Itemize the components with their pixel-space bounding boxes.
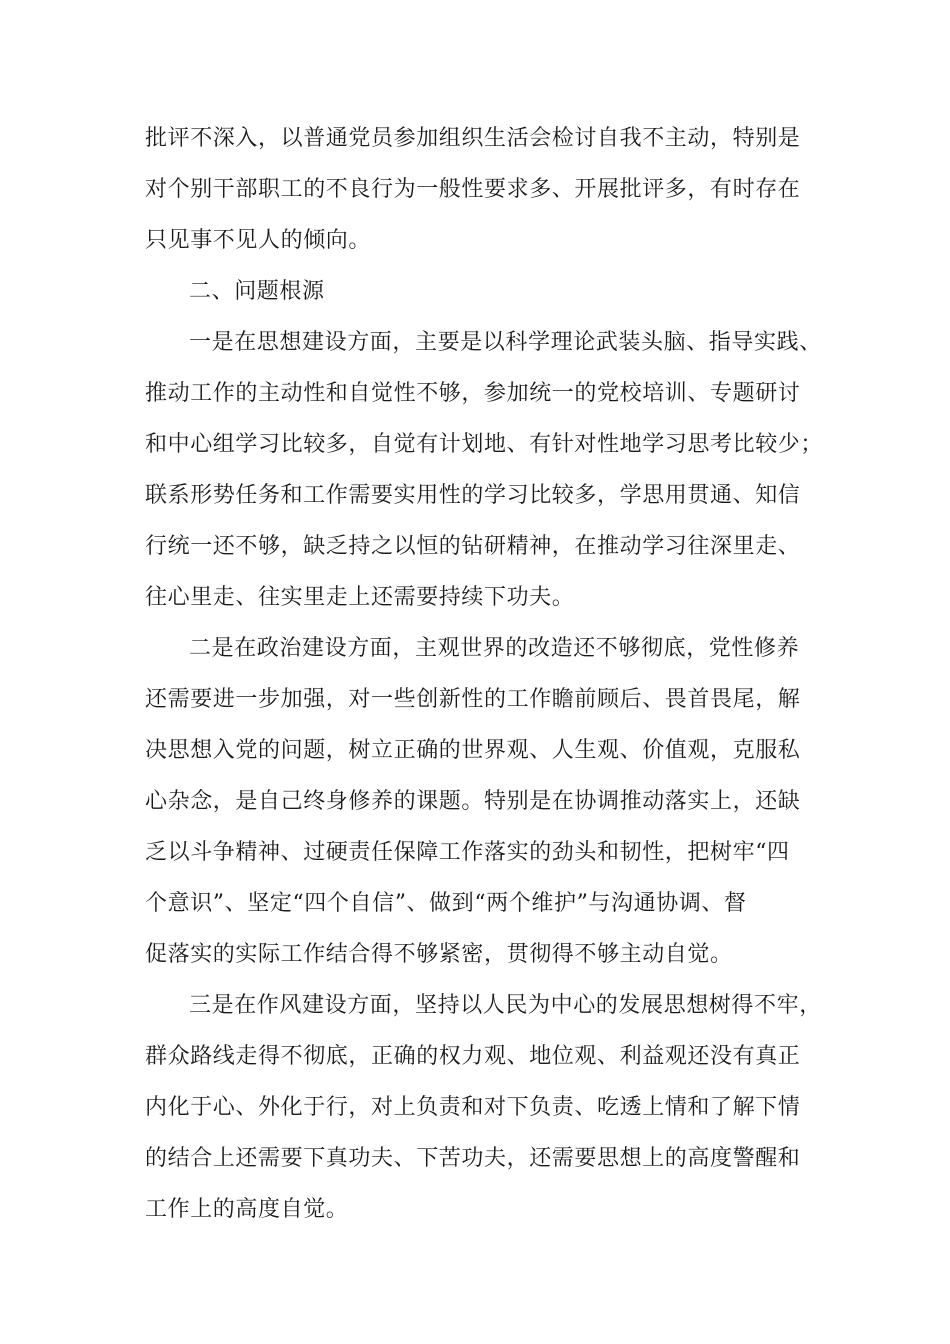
- text-line: 三是在作风建设方面，坚持以人民为中心的发展思想树得不牢，: [189, 993, 822, 1018]
- text-line: 对个别干部职工的不良行为一般性要求多、开展批评多，有时存在: [145, 177, 801, 202]
- text-line: 推动工作的主动性和自觉性不够，参加统一的党校培训、专题研讨: [145, 381, 801, 406]
- text-line: 群众路线走得不彻底，正确的权力观、地位观、利益观还没有真正: [145, 1044, 801, 1069]
- text-line: 和中心组学习比较多，自觉有计划地、有针对性地学习思考比较少；: [145, 432, 824, 457]
- text-line: 促落实的实际工作结合得不够紧密，贯彻得不够主动自觉。: [145, 942, 733, 967]
- text-line: 联系形势任务和工作需要实用性的学习比较多，学思用贯通、知信: [145, 483, 801, 508]
- text-line: 批评不深入，以普通党员参加组织生活会检讨自我不主动，特别是: [145, 126, 801, 151]
- text-line: 乏以斗争精神、过硬责任保障工作落实的劲头和韧性，把树牢“四: [145, 840, 790, 865]
- text-line: 工作上的高度自觉。: [145, 1197, 349, 1222]
- text-line: 决思想入党的问题，树立正确的世界观、人生观、价值观，克服私: [145, 738, 801, 763]
- text-line: 行统一还不够，缺乏持之以恒的钻研精神，在推动学习往深里走、: [145, 534, 801, 559]
- text-line: 个意识”、坚定“四个自信”、做到“两个维护”与沟通协调、督: [145, 891, 747, 916]
- text-line: 往心里走、往实里走上还需要持续下功夫。: [145, 585, 575, 610]
- text-line: 还需要进一步加强，对一些创新性的工作瞻前顾后、畏首畏尾，解: [145, 687, 801, 712]
- text-line: 只见事不见人的倾向。: [145, 228, 372, 253]
- text-line: 一是在思想建设方面，主要是以科学理论武装头脑、指导实践、: [189, 330, 822, 355]
- text-line: 心杂念，是自己终身修养的课题。特别是在协调推动落实上，还缺: [145, 789, 801, 814]
- text-line: 内化于心、外化于行，对上负责和对下负责、吃透上情和了解下情: [145, 1095, 801, 1120]
- section-heading: 二、问题根源: [189, 279, 325, 304]
- text-line: 的结合上还需要下真功夫、下苦功夫，还需要思想上的高度警醒和: [145, 1146, 801, 1171]
- text-line: 二是在政治建设方面，主观世界的改造还不够彻底，党性修养: [189, 636, 800, 661]
